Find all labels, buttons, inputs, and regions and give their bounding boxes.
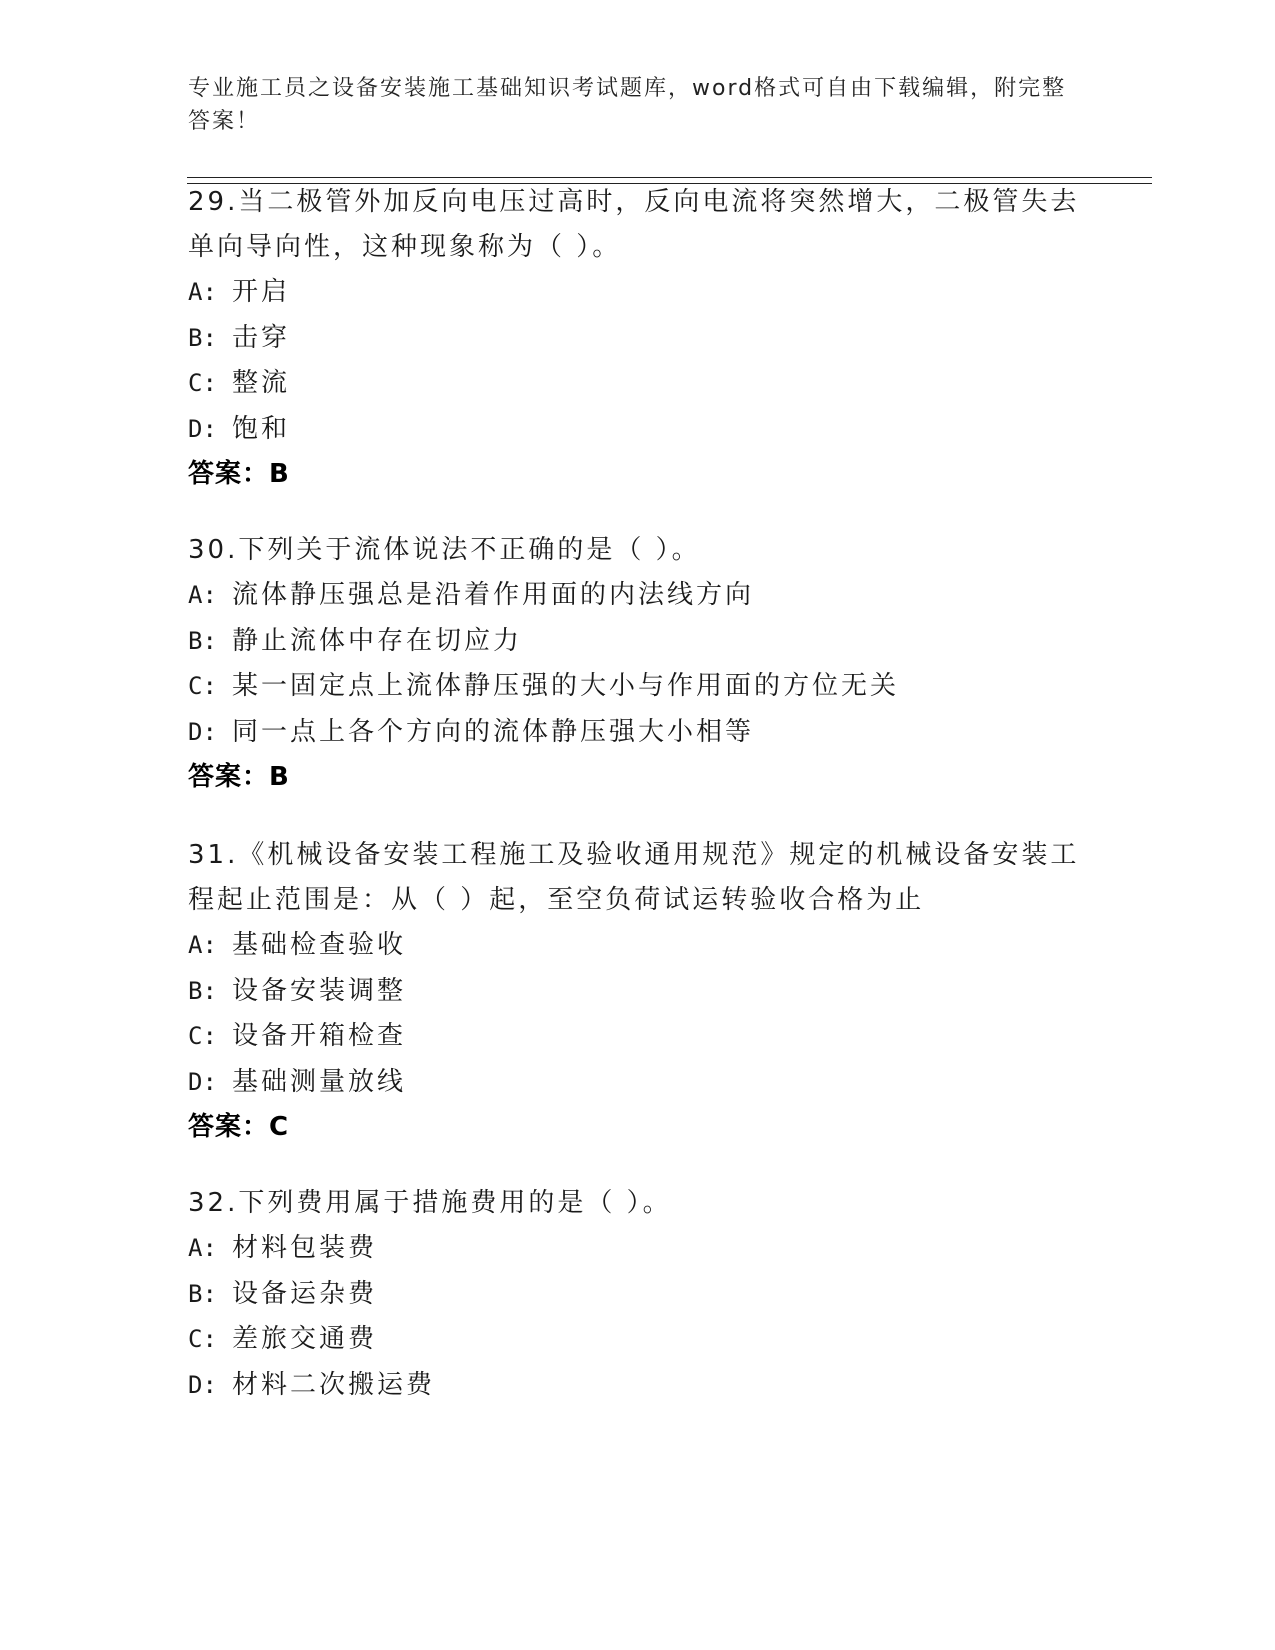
question-30 (188, 528, 1088, 800)
option-key: C: (188, 1325, 217, 1353)
option-d (188, 407, 1088, 453)
option-key: B: (188, 323, 217, 352)
option-d (188, 1363, 1088, 1409)
option-text: 某一固定点上流体静压强的大小与作用面的方位无关 (232, 671, 900, 701)
option-key: A: (188, 278, 217, 306)
option-key: B: (188, 626, 217, 655)
question-title: 31.《机械设备安装工程施工及验收通用规范》规定的机械设备安装工程起止范围是：从（ ）起，至空负荷试运转验收合格为止 (188, 840, 1080, 915)
option-text: 设备安装调整 (232, 975, 407, 1006)
option-key: B: (188, 1279, 217, 1308)
option-a (188, 923, 1088, 969)
option-key: D: (188, 1370, 217, 1399)
option-key: C: (188, 672, 217, 700)
option-d (188, 1060, 1088, 1106)
option-text: 击穿 (232, 322, 291, 353)
option-text: 饱和 (232, 413, 291, 444)
option-b (188, 316, 1088, 362)
option-text: 同一点上各个方向的流体静压强大小相等 (232, 716, 755, 747)
option-key: C: (188, 369, 217, 397)
option-text: 基础检查验收 (232, 930, 407, 960)
option-a (188, 270, 1088, 316)
option-c (188, 361, 1088, 407)
option-text: 材料包装费 (232, 1233, 378, 1263)
option-text: 整流 (232, 368, 291, 398)
document-header: 专业施工员之设备安装施工基础知识考试题库，word格式可自由下载编辑，附完整答案！ (188, 76, 1067, 134)
option-text: 静止流体中存在切应力 (232, 625, 523, 656)
question-title: 29.当二极管外加反向电压过高时，反向电流将突然增大，二极管失去单向导向性，这种现象称为（ ）。 (188, 187, 1080, 262)
option-b (188, 619, 1088, 665)
option-key: B: (188, 976, 217, 1005)
option-c (188, 664, 1088, 710)
option-text: 基础测量放线 (232, 1066, 407, 1097)
question-title: 30.下列关于流体说法不正确的是（ ）。 (188, 535, 701, 565)
question-title: 32.下列费用属于措施费用的是（ ）。 (188, 1188, 672, 1218)
option-key: C: (188, 1022, 217, 1050)
option-a (188, 1226, 1088, 1272)
option-c (188, 1014, 1088, 1060)
question-29 (188, 180, 1088, 497)
option-text: 材料二次搬运费 (232, 1369, 436, 1400)
answer-line: 答案：B (188, 762, 290, 792)
option-text: 设备运杂费 (232, 1278, 378, 1309)
question-32 (188, 1181, 1088, 1408)
answer-line: 答案：C (188, 1112, 290, 1142)
option-key: D: (188, 414, 217, 443)
option-b (188, 1272, 1088, 1318)
option-key: D: (188, 717, 217, 746)
option-b (188, 969, 1088, 1015)
option-a (188, 573, 1088, 619)
option-d (188, 710, 1088, 756)
option-text: 流体静压强总是沿着作用面的内法线方向 (232, 580, 755, 610)
option-key: A: (188, 581, 217, 609)
question-31 (188, 833, 1088, 1150)
option-key: A: (188, 1234, 217, 1262)
option-key: D: (188, 1067, 217, 1096)
option-text: 开启 (232, 277, 291, 307)
option-c (188, 1317, 1088, 1363)
option-text: 设备开箱检查 (232, 1021, 407, 1051)
option-key: A: (188, 931, 217, 959)
option-text: 差旅交通费 (232, 1324, 378, 1354)
answer-line: 答案：B (188, 459, 290, 489)
